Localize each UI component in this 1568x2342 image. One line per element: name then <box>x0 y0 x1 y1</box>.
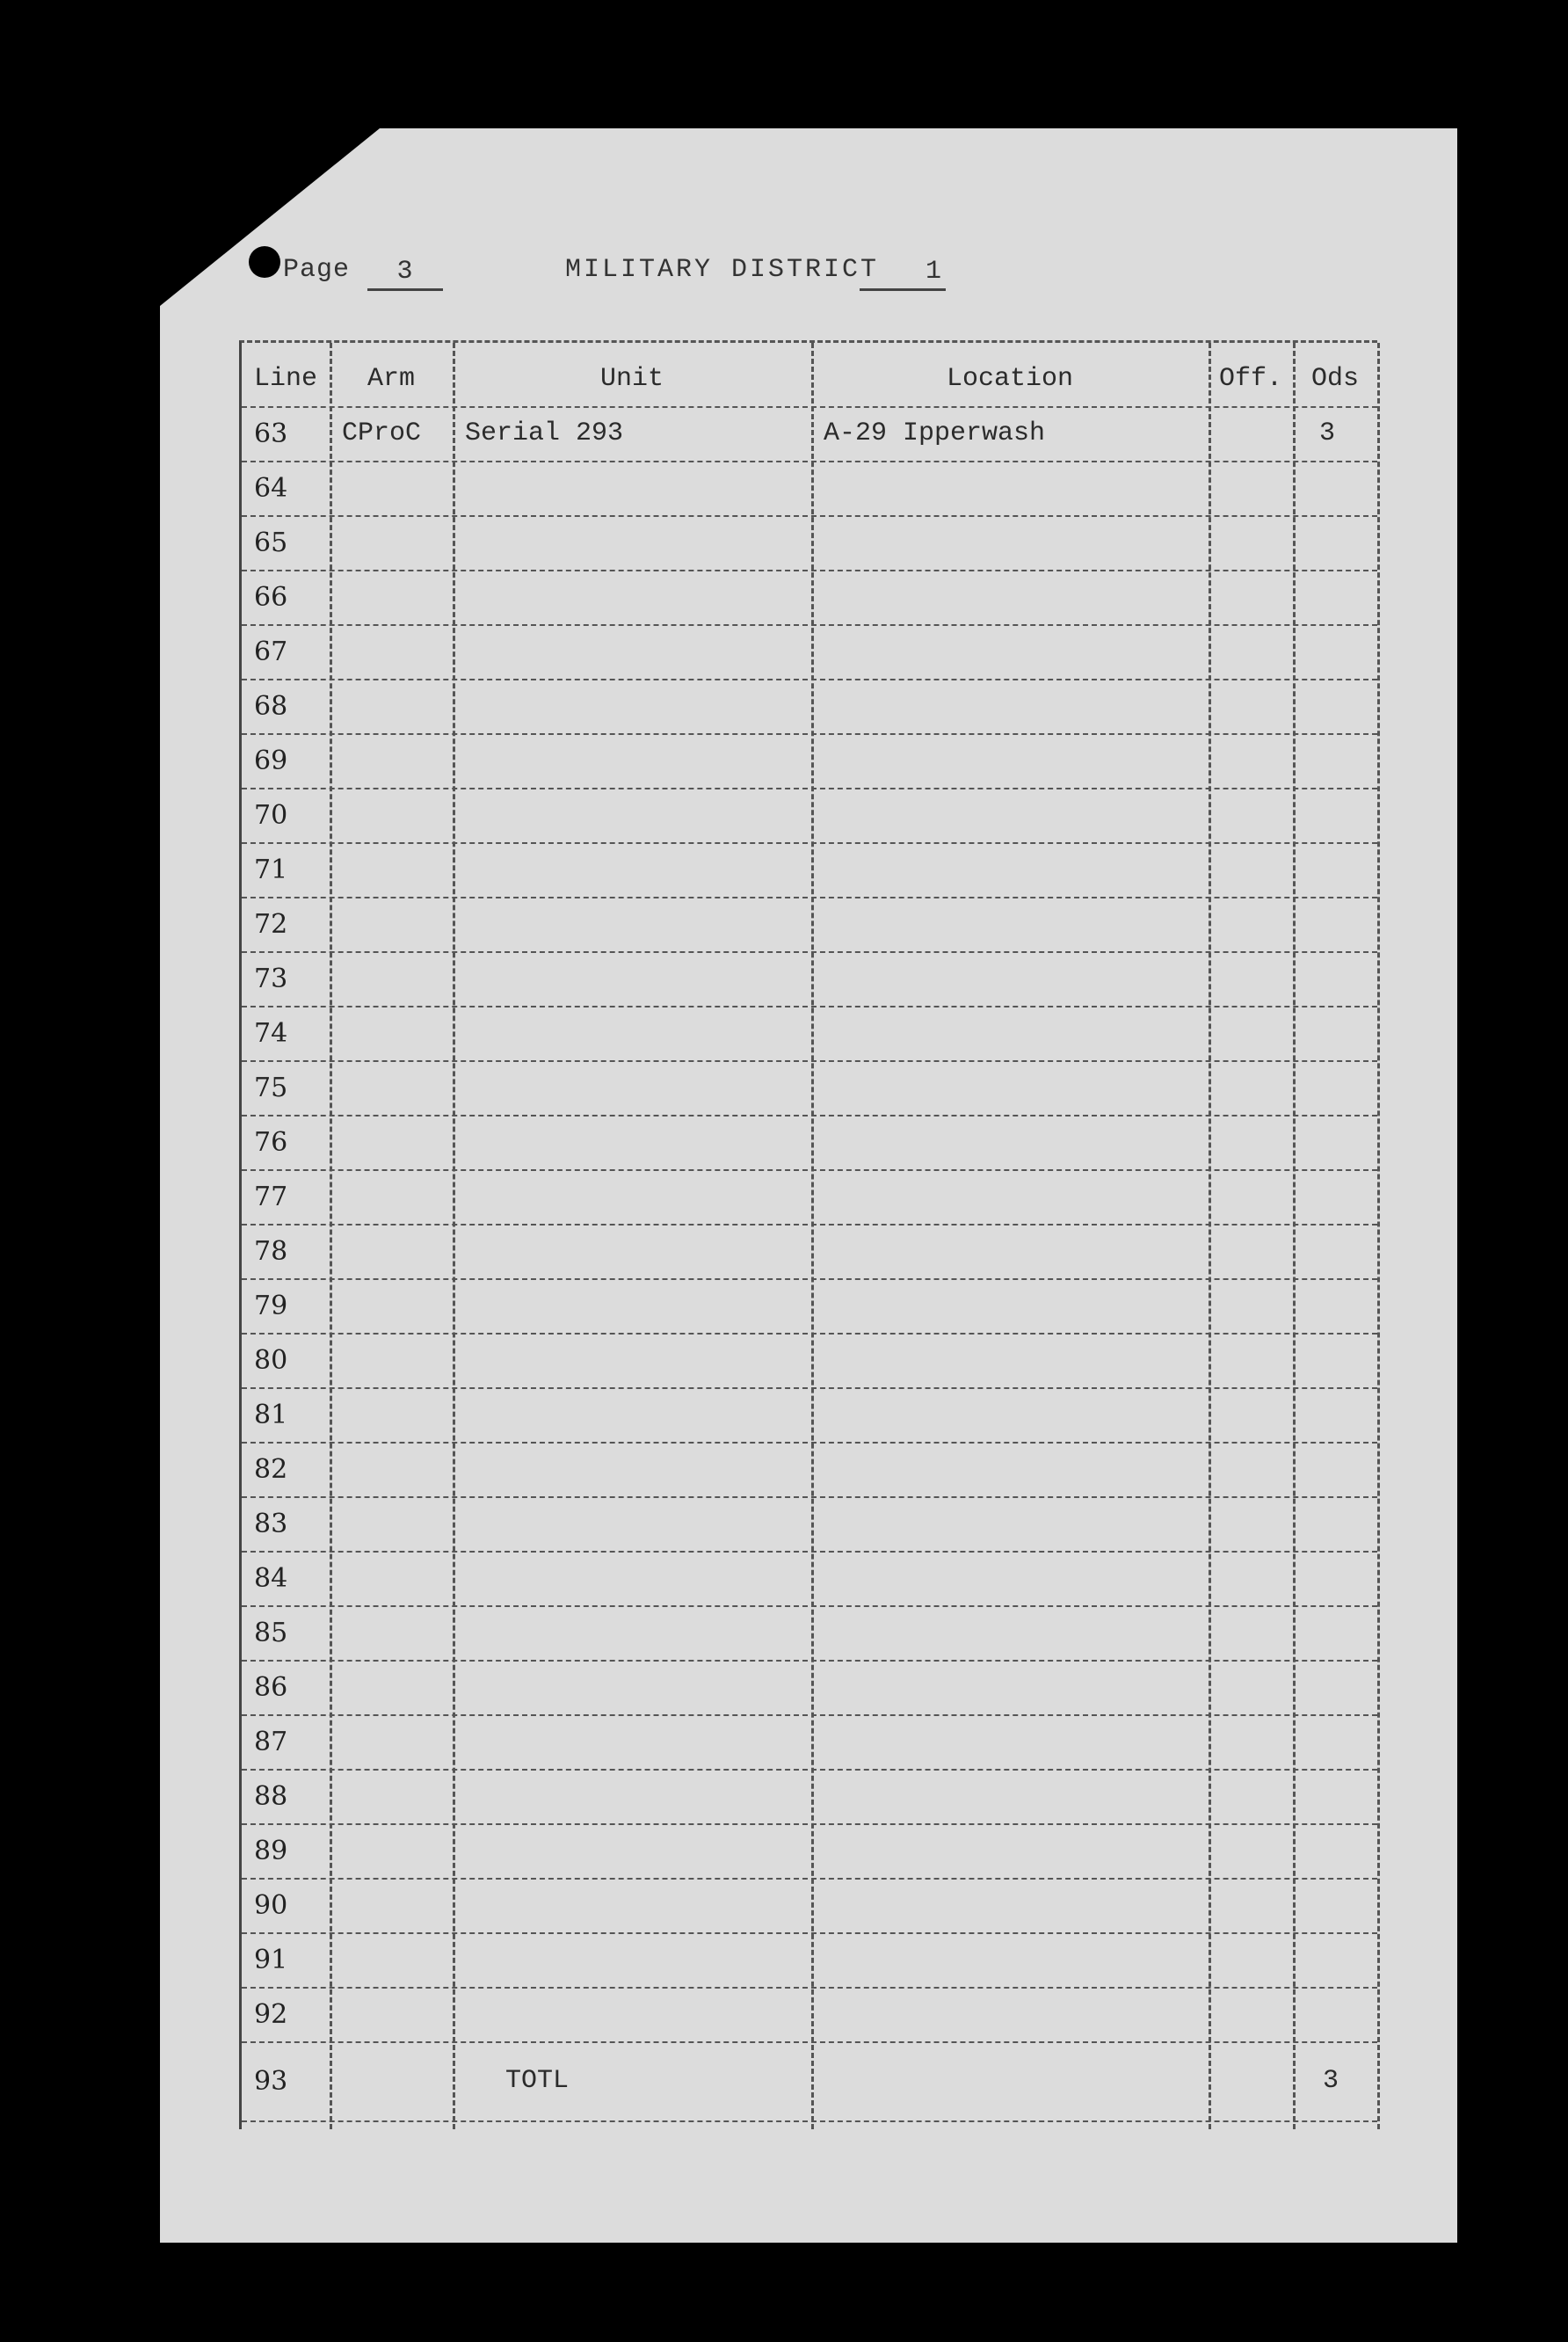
row-rule <box>242 1060 1377 1062</box>
line-table <box>239 340 1377 2129</box>
district-number: 1 <box>860 255 946 291</box>
row-rule <box>242 1605 1377 1607</box>
row-rule <box>242 1169 1377 1171</box>
column-rule <box>453 343 455 2129</box>
district-label: MILITARY DISTRICT <box>565 255 880 285</box>
cell-line: 91 <box>254 1945 288 1975</box>
cell-line: 79 <box>254 1291 288 1321</box>
cell-line: 81 <box>254 1400 288 1430</box>
row-rule <box>242 1987 1377 1989</box>
cell-line: 72 <box>254 909 288 940</box>
cell-line: 87 <box>254 1727 288 1757</box>
row-rule <box>242 1224 1377 1226</box>
cell-line: 70 <box>254 800 288 831</box>
total-line-number: 93 <box>254 2066 288 2097</box>
row-rule <box>242 1660 1377 1662</box>
column-rule <box>811 343 814 2129</box>
cell-line: 73 <box>254 964 288 994</box>
column-rule <box>330 343 332 2129</box>
cell-line: 82 <box>254 1454 288 1485</box>
row-rule <box>242 1714 1377 1716</box>
column-header-arm: Arm <box>367 364 415 394</box>
cell-line: 89 <box>254 1836 288 1866</box>
row-rule <box>242 515 1377 517</box>
cell-line: 84 <box>254 1563 288 1594</box>
row-rule <box>242 1932 1377 1934</box>
row-rule <box>242 1006 1377 1007</box>
column-rule <box>1293 343 1296 2129</box>
cell-line: 85 <box>254 1618 288 1648</box>
cell-line: 64 <box>254 473 288 504</box>
row-rule <box>242 406 1377 408</box>
page-number: 3 <box>367 255 443 291</box>
row-rule <box>242 679 1377 680</box>
row-rule <box>242 951 1377 953</box>
cell-line: 68 <box>254 691 288 722</box>
cell-line: 66 <box>254 582 288 613</box>
cell-line: 83 <box>254 1509 288 1539</box>
cell-arm: CProC <box>342 418 422 448</box>
column-header-location: Location <box>946 364 1074 394</box>
row-rule <box>242 1278 1377 1280</box>
row-rule <box>242 1878 1377 1880</box>
row-rule <box>242 733 1377 735</box>
cell-line: 71 <box>254 855 288 885</box>
row-rule <box>242 570 1377 571</box>
cell-line: 65 <box>254 527 288 558</box>
column-header-off: Off. <box>1218 364 1282 394</box>
cell-unit: Serial 293 <box>465 418 624 448</box>
cell-location: A-29 Ipperwash <box>824 418 1046 448</box>
row-rule <box>242 2041 1377 2043</box>
cell-ors: 3 <box>1319 418 1336 448</box>
column-header-ors: Ods <box>1310 364 1359 394</box>
cell-line: 92 <box>254 1999 288 2030</box>
row-rule <box>242 1823 1377 1825</box>
punch-hole <box>249 246 280 278</box>
cell-line: 88 <box>254 1781 288 1812</box>
row-rule <box>242 2120 1377 2122</box>
row-rule <box>242 1387 1377 1389</box>
total-ors: 3 <box>1323 2066 1339 2096</box>
cell-line: 75 <box>254 1073 288 1103</box>
row-rule <box>242 897 1377 898</box>
page-label: Page <box>283 255 351 285</box>
cell-line: 90 <box>254 1890 288 1921</box>
cell-line: 74 <box>254 1018 288 1049</box>
cell-line: 76 <box>254 1127 288 1158</box>
cell-line: 80 <box>254 1345 288 1376</box>
row-rule <box>242 1769 1377 1771</box>
row-rule <box>242 842 1377 844</box>
row-rule <box>242 624 1377 626</box>
column-rule <box>1209 343 1211 2129</box>
row-rule <box>242 1496 1377 1498</box>
row-rule <box>242 461 1377 462</box>
row-rule <box>242 1115 1377 1116</box>
total-label: TOTL <box>505 2066 570 2096</box>
cell-line: 67 <box>254 636 288 667</box>
column-header-unit: Unit <box>599 364 664 394</box>
cell-line: 78 <box>254 1236 288 1267</box>
row-rule <box>242 788 1377 789</box>
row-rule <box>242 1333 1377 1335</box>
column-rule <box>1377 343 1380 2129</box>
column-header-line: Line <box>253 364 317 394</box>
cell-line: 69 <box>254 746 288 776</box>
row-rule <box>242 1442 1377 1444</box>
cell-line: 77 <box>254 1182 288 1212</box>
row-rule <box>242 1551 1377 1553</box>
cell-line: 86 <box>254 1672 288 1703</box>
cell-line: 63 <box>254 418 288 449</box>
